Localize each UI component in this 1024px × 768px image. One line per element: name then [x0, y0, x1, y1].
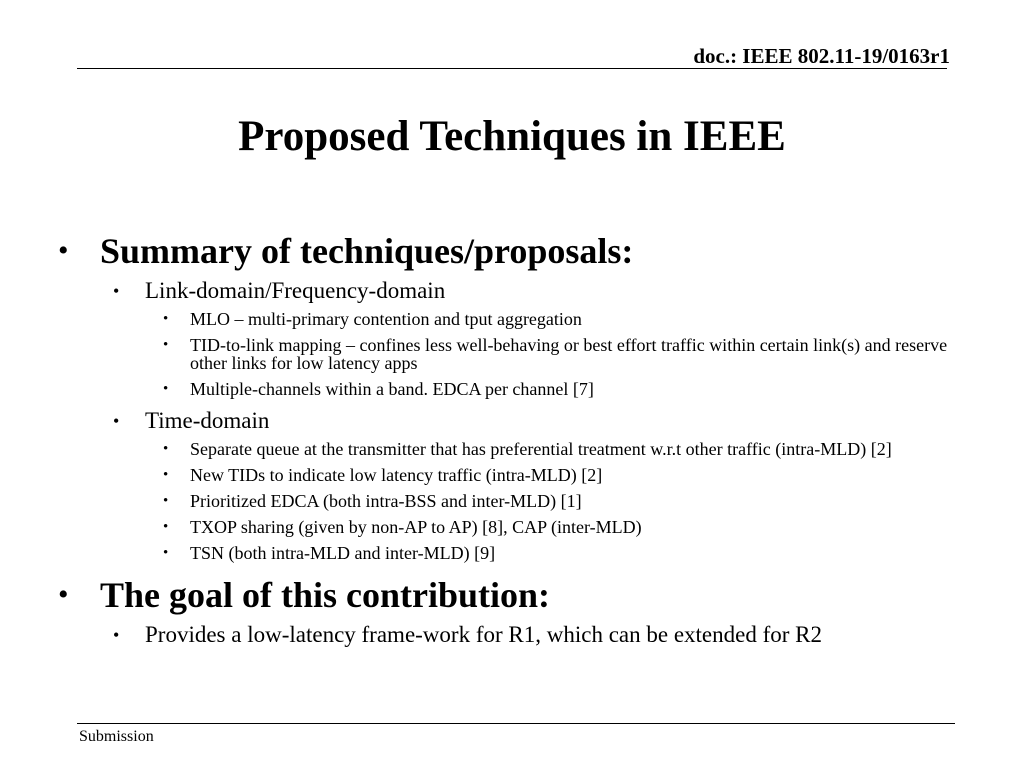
bullet-dot-icon: • [113, 625, 120, 645]
list-item [0, 518, 1024, 536]
bullet-dot-icon: • [163, 519, 169, 535]
bullet-dot-icon: • [58, 578, 69, 611]
sub-bullet-text: Time-domain [145, 408, 270, 433]
footer-label: Submission [79, 728, 154, 745]
sub-bullet-text: Provides a low-latency frame-work for R1, which can be extended for R2 [145, 622, 822, 647]
bullet-dot-icon: • [163, 493, 169, 509]
list-item [0, 492, 1024, 510]
bullet-dot-icon: • [163, 441, 169, 457]
sub-bullet-time-domain [0, 406, 1024, 436]
header-divider [77, 68, 947, 69]
bullet-dot-icon: • [163, 311, 169, 327]
item-text: Separate queue at the transmitter that has preferential treatment w.r.t other traffic (intra-MLD) [2] [190, 439, 892, 459]
bullet-dot-icon: • [163, 545, 169, 561]
bullet-text: The goal of this contribution: [100, 575, 551, 615]
list-item [0, 336, 1024, 372]
list-item [0, 380, 1024, 398]
item-text: Prioritized EDCA (both intra-BSS and inter-MLD) [1] [190, 491, 582, 511]
bullet-dot-icon: • [163, 337, 169, 353]
bullet-dot-icon: • [163, 381, 169, 397]
bullet-dot-icon: • [113, 411, 120, 431]
sub-bullet-text: Link-domain/Frequency-domain [145, 278, 446, 303]
list-item [0, 466, 1024, 484]
item-text: TID-to-link mapping – confines less well-behaving or best effort traffic within certain link(s) and reserve other links for low latency apps [190, 335, 948, 373]
bullet-summary [0, 226, 1024, 276]
sub-bullet-link-domain [0, 276, 1024, 306]
bullet-goal [0, 570, 1024, 620]
list-item [0, 440, 1024, 458]
item-text: Multiple-channels within a band. EDCA per channel [7] [190, 379, 594, 399]
sub-bullet-goal [0, 620, 1024, 650]
item-text: MLO – multi-primary contention and tput aggregation [190, 309, 582, 329]
bullet-dot-icon: • [58, 234, 69, 267]
list-item [0, 544, 1024, 562]
slide-body [0, 224, 1024, 650]
bullet-text: Summary of techniques/proposals: [100, 231, 634, 271]
slide-title: Proposed Techniques in IEEE [238, 113, 786, 160]
item-text: TXOP sharing (given by non-AP to AP) [8], CAP (inter-MLD) [190, 517, 642, 537]
bullet-dot-icon: • [113, 281, 120, 301]
item-text: TSN (both intra-MLD and inter-MLD) [9] [190, 543, 496, 563]
bullet-dot-icon: • [163, 467, 169, 483]
document-id: doc.: IEEE 802.11-19/0163r1 [693, 44, 950, 68]
list-item [0, 310, 1024, 328]
footer-divider [77, 723, 955, 724]
item-text: New TIDs to indicate low latency traffic (intra-MLD) [2] [190, 465, 603, 485]
